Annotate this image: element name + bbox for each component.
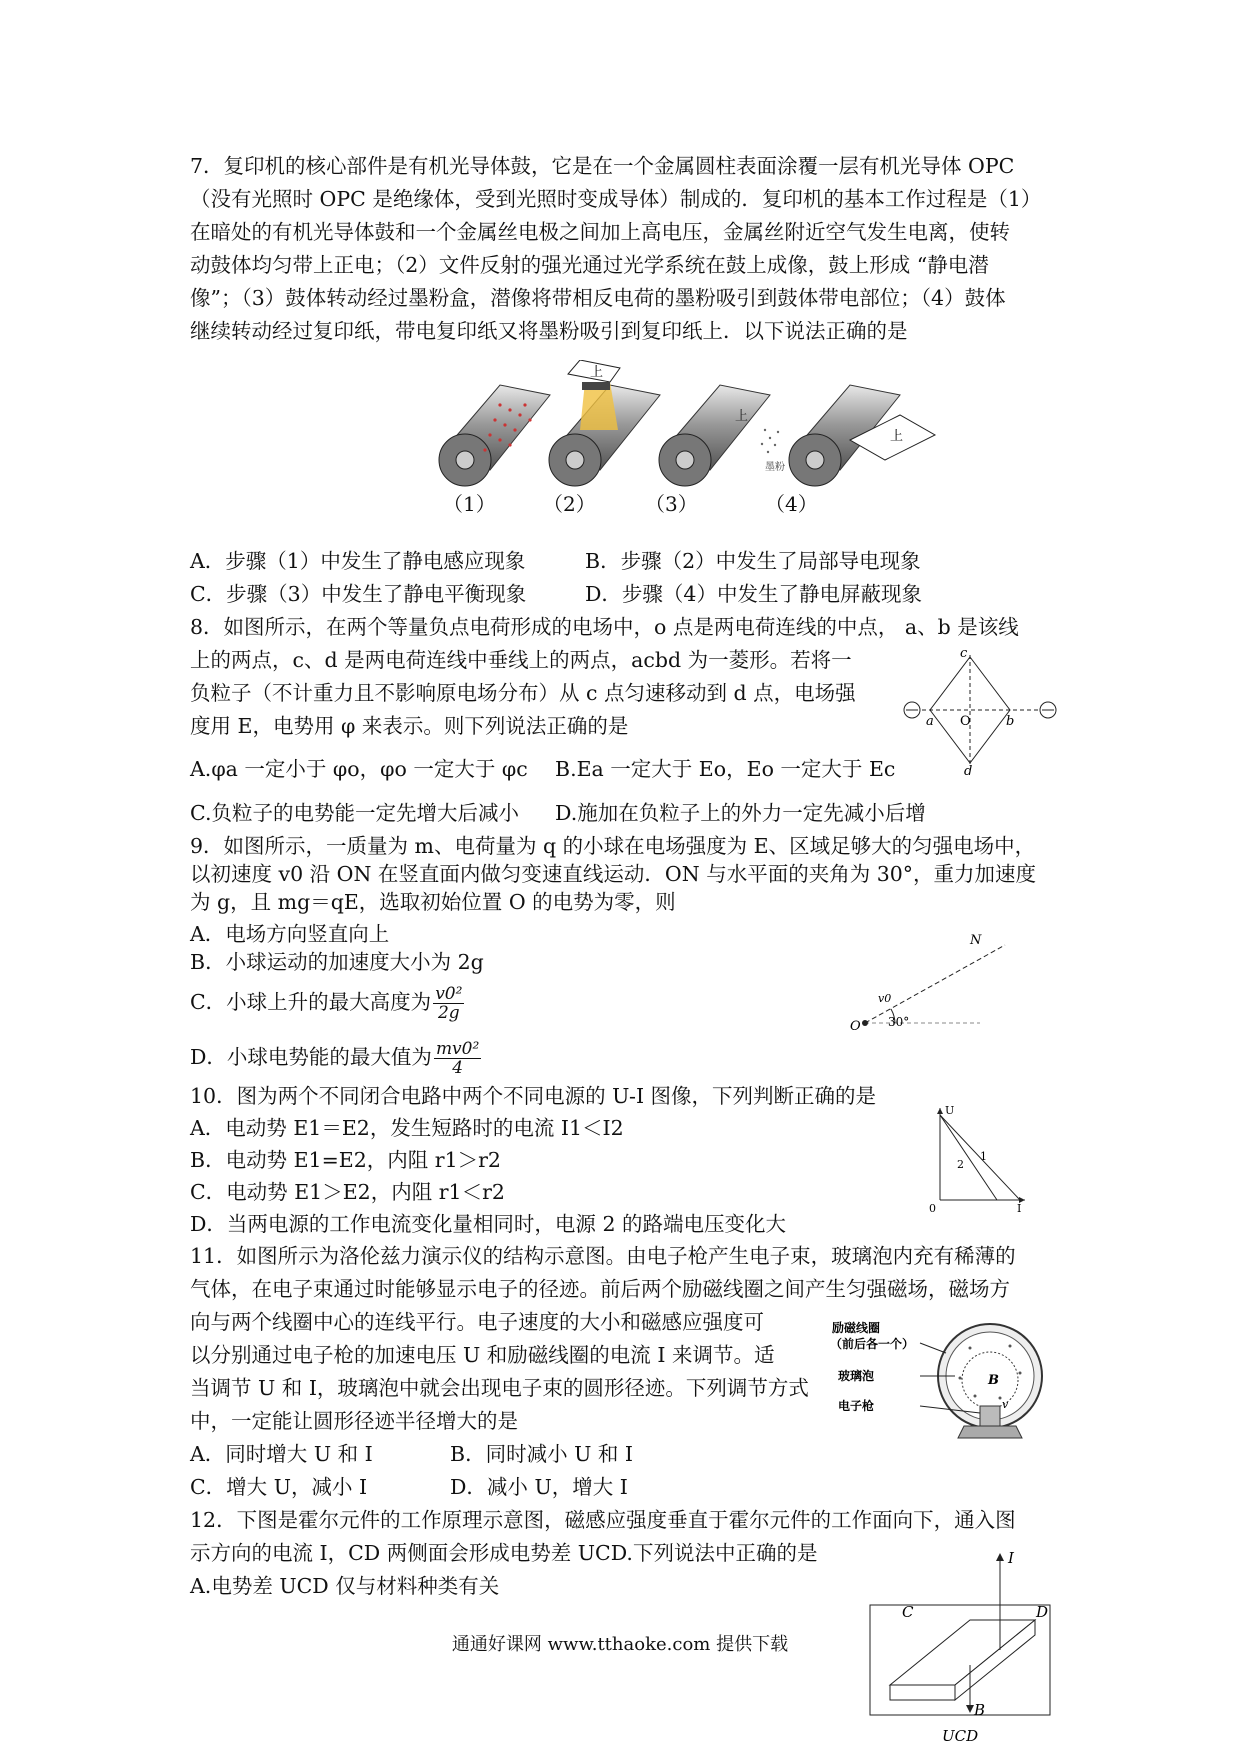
q11-line-2: 气体，在电子束通过时能够显示电子的径迹。前后两个励磁线圈之间产生匀强磁场，磁场方 xyxy=(190,1277,1010,1301)
q12-line-1: 12．下图是霍尔元件的工作原理示意图，磁感应强度垂直于霍尔元件的工作面向下，通入图 xyxy=(190,1508,1016,1532)
drum-2 xyxy=(549,360,660,486)
q8-option-a: A.φa 一定小于 φo，φo 一定大于 φc xyxy=(190,757,528,781)
q10-label-line2: 2 xyxy=(957,1158,964,1171)
q9-option-d-text: D．小球电势能的最大值为 xyxy=(190,1045,432,1069)
q12-label-ucd: UCD xyxy=(942,1727,979,1745)
paper-2-text: 上 xyxy=(590,365,604,380)
q7-line-1: 7．复印机的核心部件是有机光导体鼓，它是在一个金属圆柱表面涂覆一层有机光导体 OPC xyxy=(190,154,1015,178)
q9-line-3: 为 g，且 mg＝qE，选取初始位置 O 的电势为零，则 xyxy=(190,890,676,914)
q8-line-2: 上的两点，c、d 是两电荷连线中垂线上的两点，acbd 为一菱形。若将一 xyxy=(190,648,852,672)
q11-option-c: C．增大 U，减小 I xyxy=(190,1475,368,1499)
q11-option-b: B．同时减小 U 和 I xyxy=(450,1442,633,1466)
q11-label-coil: 励磁线圈 xyxy=(832,1321,881,1335)
q8-label-a: a xyxy=(926,714,934,729)
q11-option-d: D．减小 U，增大 I xyxy=(450,1475,628,1499)
q9-frac-c-num: v0² xyxy=(435,984,463,1004)
drum-3 xyxy=(659,385,785,486)
q9-frac-d xyxy=(434,1040,481,1077)
q7-option-c: C．步骤（3）中发生了静电平衡现象 xyxy=(190,582,527,606)
q7-option-a: A．步骤（1）中发生了静电感应现象 xyxy=(190,549,526,573)
q9-label-n: N xyxy=(970,933,982,948)
q11-label-gun: 电子枪 xyxy=(838,1399,875,1413)
q10-option-c: C．电动势 E1＞E2，内阻 r1＜r2 xyxy=(190,1180,505,1204)
q11-label-bulb: 玻璃泡 xyxy=(838,1369,875,1383)
q8-label-b: b xyxy=(1006,714,1015,729)
q8-option-c: C.负粒子的电势能一定先增大后减小 xyxy=(190,801,519,825)
q10-label-u: U xyxy=(945,1104,955,1117)
q9-frac-c-den: 2g xyxy=(437,1003,460,1023)
q11-line-6: 中，一定能让圆形径迹半径增大的是 xyxy=(190,1409,518,1433)
q7-figure-label-4: （4） xyxy=(765,492,818,516)
q7-option-d: D．步骤（4）中发生了静电屏蔽现象 xyxy=(585,582,922,606)
q10-option-a: A．电动势 E1＝E2，发生短路时的电流 I1＜I2 xyxy=(190,1116,624,1140)
q8-rhombus-figure xyxy=(900,645,1060,775)
q9-frac-c xyxy=(433,985,464,1022)
q7-figure-label-3: （3） xyxy=(645,492,698,516)
q10-label-line1: 1 xyxy=(980,1150,987,1163)
q9-option-b: B．小球运动的加速度大小为 2g xyxy=(190,950,484,974)
q9-label-o: O xyxy=(850,1019,861,1034)
q8-option-b: B.Ea 一定大于 Eo，Eo 一定大于 Ec xyxy=(555,757,896,781)
q10-label-zero: 0 xyxy=(929,1202,936,1215)
q10-label-i: I xyxy=(1017,1202,1022,1215)
q7-line-3: 在暗处的有机光导体鼓和一个金属丝电极之间加上高电压，金属丝附近空气发生电离，使转 xyxy=(190,220,1010,244)
q8-label-c: c xyxy=(960,646,968,661)
q7-figure-label-2: （2） xyxy=(543,492,596,516)
q8-line-1: 8．如图所示，在两个等量负点电荷形成的电场中，o 点是两电荷连线的中点， a、b 是该线 xyxy=(190,615,1019,639)
q8-option-d: D.施加在负粒子上的外力一定先减小后增 xyxy=(555,801,926,825)
q9-option-a: A．电场方向竖直向上 xyxy=(190,922,390,946)
q10-option-b: B．电动势 E1=E2，内阻 r1＞r2 xyxy=(190,1148,501,1172)
drum-4 xyxy=(789,385,935,486)
q12-line-3: A.电势差 UCD 仅与材料种类有关 xyxy=(190,1574,500,1598)
q10-line-1: 10．图为两个不同闭合电路中两个不同电源的 U-I 图像，下列判断正确的是 xyxy=(190,1084,877,1108)
q7-line-5: 像”；（3）鼓体转动经过墨粉盒，潜像将带相反电荷的墨粉吸引到鼓体带电部位；（4）鼓体 xyxy=(190,286,1006,310)
q9-label-v0: v0 xyxy=(878,992,892,1005)
q8-line-3: 负粒子（不计重力且不影响原电场分布）从 c 点匀速移动到 d 点，电场强 xyxy=(190,681,856,705)
q9-line-1: 9．如图所示，一质量为 m、电荷量为 q 的小球在电场强度为 E、区域足够大的匀强电场中， xyxy=(190,834,1036,858)
q12-label-b: B xyxy=(974,1701,986,1719)
q10-option-d: D．当两电源的工作电流变化量相同时，电源 2 的路端电压变化大 xyxy=(190,1212,787,1236)
q11-line-5: 当调节 U 和 I，玻璃泡中就会出现电子束的圆形径迹。下列调节方式 xyxy=(190,1376,809,1400)
q9-incline-figure xyxy=(840,930,1020,1040)
q9-option-c xyxy=(190,985,466,1022)
q7-line-2: （没有光照时 OPC 是绝缘体，受到光照时变成导体）制成的．复印机的基本工作过程是（1） xyxy=(190,187,1042,211)
q12-label-i: I xyxy=(1008,1549,1014,1567)
q11-label-coil-note: （前后各一个） xyxy=(830,1337,915,1351)
paper-4-text: 上 xyxy=(890,429,904,444)
q9-option-d xyxy=(190,1040,483,1077)
svg-text:上: 上 xyxy=(735,409,749,424)
q9-line-2: 以初速度 v0 沿 ON 在竖直面内做匀变速直线运动．ON 与水平面的夹角为 30°，重力加速度 xyxy=(190,862,1037,886)
q8-line-4: 度用 E，电势用 φ 来表示。则下列说法正确的是 xyxy=(190,714,629,738)
q11-label-b: B xyxy=(988,1373,999,1388)
q9-frac-d-den: 4 xyxy=(452,1058,464,1078)
q11-label-v: v xyxy=(1002,1398,1009,1411)
q8-label-o: O xyxy=(960,714,971,729)
page-footer: 通通好课网 www.tthaoke.com 提供下载 xyxy=(451,1634,789,1655)
q7-drums-figure xyxy=(430,360,970,510)
drum-1 xyxy=(439,385,550,486)
q11-line-4: 以分别通过电子枪的加速电压 U 和励磁线圈的电流 I 来调节。适 xyxy=(190,1343,775,1367)
q10-ui-graph xyxy=(925,1100,1035,1215)
q7-line-6: 继续转动经过复印纸，带电复印纸又将墨粉吸引到复印纸上．以下说法正确的是 xyxy=(190,319,908,343)
q11-option-a: A．同时增大 U 和 I xyxy=(190,1442,373,1466)
q9-label-angle: 30° xyxy=(888,1015,910,1029)
q12-label-d: D xyxy=(1036,1603,1049,1621)
q11-lorentz-apparatus xyxy=(830,1318,1055,1458)
q9-frac-d-num: mv0² xyxy=(435,1039,480,1059)
q12-label-c: C xyxy=(902,1603,914,1621)
q11-line-3: 向与两个线圈中心的连线平行。电子速度的大小和磁感应强度可 xyxy=(190,1310,764,1334)
q11-line-1: 11．如图所示为洛伦兹力演示仪的结构示意图。由电子枪产生电子束，玻璃泡内充有稀薄的 xyxy=(190,1244,1016,1268)
q9-option-c-text: C．小球上升的最大高度为 xyxy=(190,990,432,1014)
q7-option-b: B．步骤（2）中发生了局部导电现象 xyxy=(585,549,921,573)
q8-label-d: d xyxy=(964,764,973,775)
q12-line-2: 示方向的电流 I，CD 两侧面会形成电势差 UCD.下列说法中正确的是 xyxy=(190,1541,818,1565)
toner-label: 墨粉 xyxy=(765,462,785,473)
q7-line-4: 动鼓体均匀带上正电；（2）文件反射的强光通过光学系统在鼓上成像，鼓上形成 “静电潜 xyxy=(190,253,989,277)
q7-figure-label-1: （1） xyxy=(443,492,496,516)
